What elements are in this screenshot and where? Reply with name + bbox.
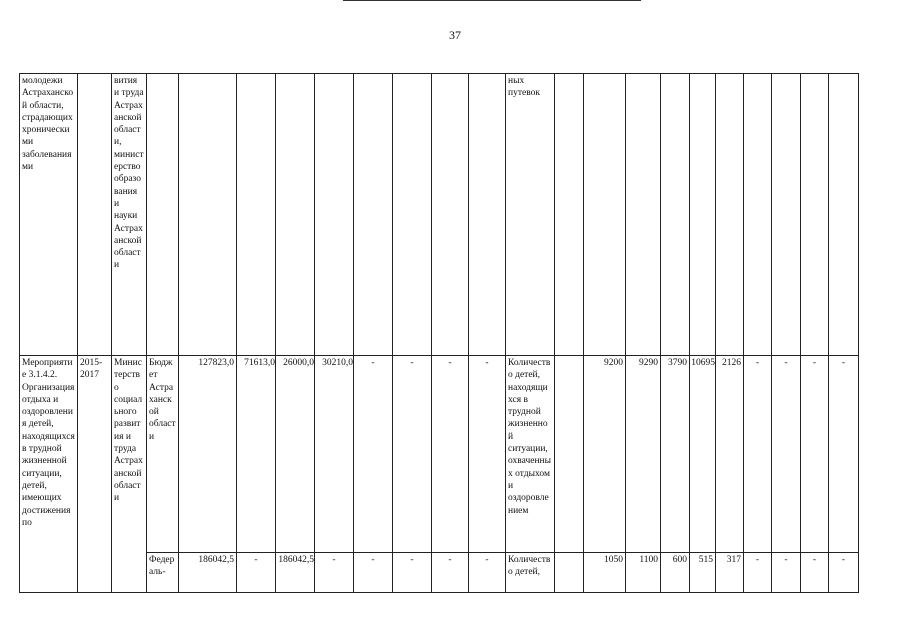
dash-cell: - [801, 553, 829, 593]
year-cell: 186042,5 [276, 553, 315, 593]
budget-table [19, 73, 859, 593]
value-cell: 9290 [626, 356, 661, 553]
year-cell: - [237, 553, 276, 593]
total-cell: 186042,5 [179, 553, 237, 593]
value-cell: 2126 [716, 356, 744, 553]
dash-cell: - [432, 553, 469, 593]
value-cell: 1050 [584, 553, 626, 593]
year-cell: 30210,0 [315, 356, 354, 553]
table-row [20, 356, 859, 553]
value-cell: 3790 [661, 356, 690, 553]
value-cell: 317 [716, 553, 744, 593]
total-cell: 127823,0 [179, 356, 237, 553]
indicator-cell: Количество детей, [506, 553, 555, 593]
dash-cell: - [354, 356, 393, 553]
indicator-cell: ных путевок [506, 74, 555, 356]
year-cell: 71613,0 [237, 356, 276, 553]
program-name-cell: молодежи Астраханской области, страдающих хроническими заболеваниями [20, 74, 78, 356]
dash-cell: - [772, 553, 801, 593]
value-cell: 600 [661, 553, 690, 593]
measure-name-cell: Мероприятие 3.1.4.2. Организация отдыха и оздоровления детей, находящихся в трудной жизненной ситуации, детей, имеющих достижения по [20, 356, 78, 593]
executor-cell: Министерство социального развития и труда Астраханской области [112, 356, 147, 593]
dash-cell: - [744, 553, 772, 593]
dash-cell: - [829, 356, 859, 553]
indicator-cell: Количество детей, находящихся в трудной жизненной ситуации, охваченных отдыхом и оздоровлением [506, 356, 555, 553]
source-cell: Федераль- [147, 553, 179, 593]
year-cell: - [315, 553, 354, 593]
year-cell: 26000,0 [276, 356, 315, 553]
source-cell: Бюджет Астраханской области [147, 356, 179, 553]
header-rule [343, 0, 641, 1]
page-number: 37 [449, 28, 461, 42]
period-cell: 2015-2017 [78, 356, 112, 593]
value-cell: 9200 [584, 356, 626, 553]
dash-cell: - [829, 553, 859, 593]
dash-cell: - [469, 553, 506, 593]
dash-cell: - [744, 356, 772, 553]
dash-cell: - [801, 356, 829, 553]
table-row [20, 74, 859, 356]
dash-cell: - [393, 356, 432, 553]
dash-cell: - [469, 356, 506, 553]
value-cell: 515 [690, 553, 716, 593]
dash-cell: - [393, 553, 432, 593]
executor-cell: вития и труда Астраханской области, министерство образования и науки Астраханской области [112, 74, 147, 356]
value-cell: 10695 [690, 356, 716, 553]
dash-cell: - [432, 356, 469, 553]
dash-cell: - [772, 356, 801, 553]
value-cell: 1100 [626, 553, 661, 593]
dash-cell: - [354, 553, 393, 593]
